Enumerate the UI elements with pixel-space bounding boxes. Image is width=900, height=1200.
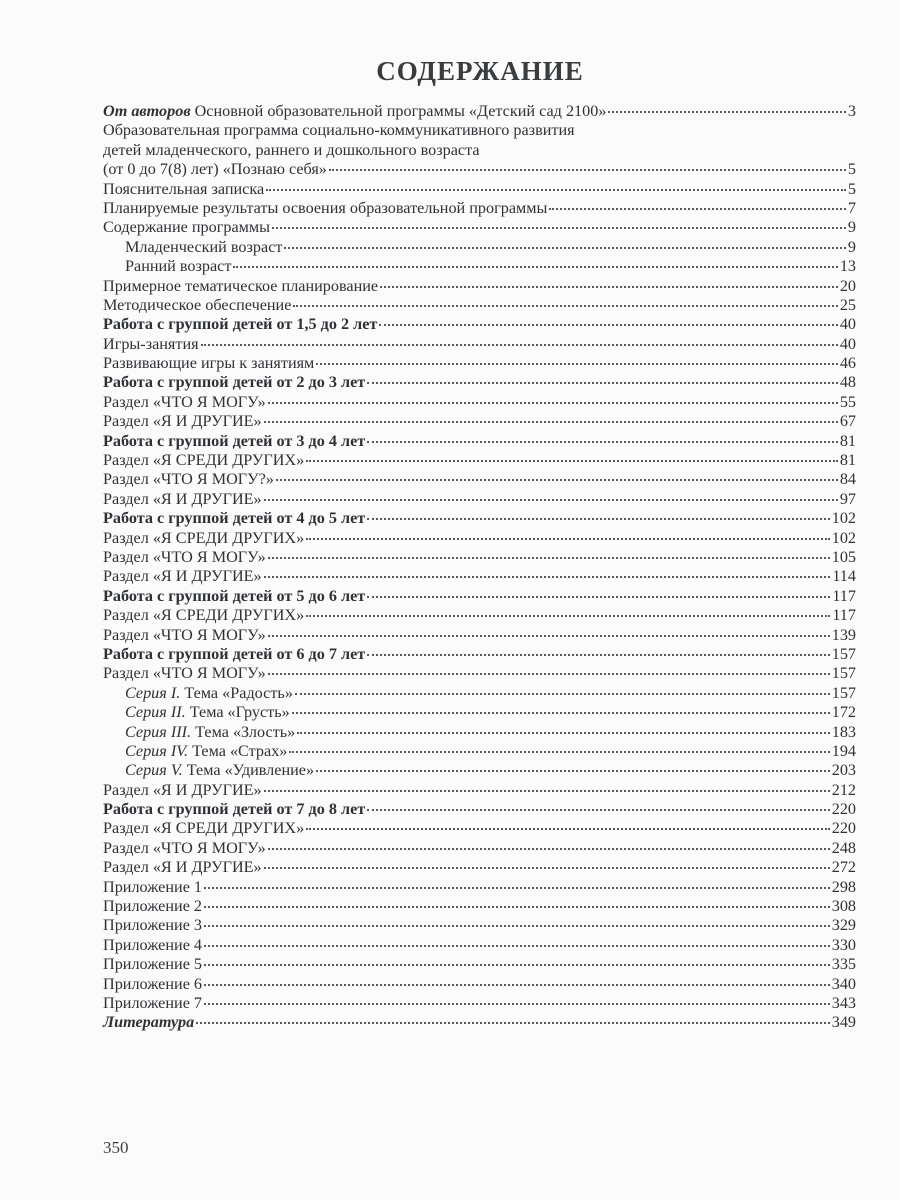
- toc-page-number: 272: [831, 858, 856, 877]
- toc-page-number: 13: [839, 257, 856, 276]
- toc-entry-text: Приложение 1: [103, 877, 203, 896]
- dot-leader: [268, 673, 830, 675]
- toc-page-number: 25: [839, 295, 856, 314]
- dot-leader: [306, 460, 838, 462]
- dot-leader: [306, 538, 830, 540]
- toc-page-number: 20: [839, 276, 856, 295]
- dot-leader: [204, 925, 830, 927]
- toc-page-number: 220: [831, 800, 856, 819]
- toc-page-number: 139: [831, 625, 856, 644]
- toc-entry: [103, 761, 856, 780]
- toc-entry-text: Методическое обеспечение: [103, 295, 292, 314]
- toc-entry: [103, 509, 856, 528]
- toc-entry-text: Приложение 7: [103, 993, 203, 1012]
- toc-entry: [103, 606, 856, 625]
- dot-leader: [268, 848, 830, 850]
- dot-leader: [380, 286, 838, 288]
- toc-page-number: 157: [831, 683, 856, 702]
- toc-page-number: 335: [831, 955, 856, 974]
- toc-page-number: 340: [831, 974, 856, 993]
- toc-page-number: 97: [839, 489, 856, 508]
- toc-entry-text: (от 0 до 7(8) лет) «Познаю себя»: [103, 160, 327, 179]
- toc-page-number: 212: [831, 780, 856, 799]
- dot-leader: [204, 945, 830, 947]
- dot-leader: [306, 828, 830, 830]
- toc-page-number: 7: [847, 198, 856, 217]
- toc-entry: [103, 664, 856, 683]
- toc-entry-text: Приложение 4: [103, 935, 203, 954]
- toc-entry-text: Серия III. Тема «Злость»: [125, 722, 296, 741]
- toc-page-number: 9: [847, 218, 856, 237]
- toc-entry-text: Раздел «Я И ДРУГИЕ»: [103, 858, 262, 877]
- toc-entry: [103, 587, 856, 606]
- toc-page-number: 102: [831, 509, 856, 528]
- toc-entry: [103, 723, 856, 742]
- toc-entry-text: Литература: [103, 1013, 195, 1032]
- dot-leader: [316, 770, 830, 772]
- dot-leader: [292, 712, 830, 714]
- toc-page-number: 9: [847, 237, 856, 256]
- toc-entry-text: Приложение 6: [103, 974, 203, 993]
- toc-page-number: 329: [831, 916, 856, 935]
- toc-entry-text: Раздел «ЧТО Я МОГУ»: [103, 625, 266, 644]
- toc-entry: [103, 451, 856, 470]
- dot-leader: [329, 169, 846, 171]
- toc-entry: [103, 238, 856, 257]
- toc-page-number: 157: [831, 644, 856, 663]
- toc-entry: [103, 626, 856, 645]
- toc-page-number: 343: [831, 993, 856, 1012]
- toc-entry-text: Планируемые результаты освоения образовательной программы: [103, 198, 548, 217]
- toc-page-number: 105: [831, 547, 856, 566]
- dot-leader: [276, 479, 838, 481]
- toc-entry-text: Раздел «ЧТО Я МОГУ»: [103, 664, 266, 683]
- toc-entry-text: Раздел «Я СРЕДИ ДРУГИХ»: [103, 819, 305, 838]
- toc-page-number: 5: [847, 160, 856, 179]
- toc-page-number: 84: [839, 470, 856, 489]
- toc-entry-text: Раздел «Я СРЕДИ ДРУГИХ»: [103, 451, 305, 470]
- toc-entry-text: Серия V. Тема «Удивление»: [125, 761, 315, 780]
- toc-entry-text: Раздел «Я СРЕДИ ДРУГИХ»: [103, 606, 305, 625]
- dot-leader: [268, 557, 830, 559]
- toc-entry-line: Образовательная программа социально-коммуникативного развития: [103, 121, 575, 140]
- dot-leader: [204, 984, 830, 986]
- dot-leader: [316, 363, 838, 365]
- toc-page-number: 40: [839, 315, 856, 334]
- toc-page-number: 194: [831, 741, 856, 760]
- toc-entry: [103, 975, 856, 994]
- toc-page-number: 298: [831, 877, 856, 896]
- toc-entry-text: Раздел «Я И ДРУГИЕ»: [103, 780, 262, 799]
- toc-entry-text: Приложение 5: [103, 955, 203, 974]
- dot-leader: [549, 208, 846, 210]
- dot-leader: [289, 751, 829, 753]
- toc-entry: [103, 121, 856, 179]
- toc-entry-text: Раздел «ЧТО Я МОГУ?»: [103, 470, 274, 489]
- toc-page-number: 48: [839, 373, 856, 392]
- toc-entry-text: Работа с группой детей от 7 до 8 лет: [103, 800, 366, 819]
- toc-page-number: 5: [847, 179, 856, 198]
- toc-entry-text: Раздел «Я СРЕДИ ДРУГИХ»: [103, 528, 305, 547]
- toc-page-number: 183: [831, 722, 856, 741]
- toc-entry: [103, 180, 856, 199]
- toc-entry: [103, 703, 856, 722]
- toc-page-number: 330: [831, 935, 856, 954]
- toc-entry: [103, 819, 856, 838]
- toc-entry-text: Раздел «ЧТО Я МОГУ»: [103, 838, 266, 857]
- dot-leader: [608, 111, 845, 113]
- toc-page-number: 172: [831, 703, 856, 722]
- toc-entry: [103, 955, 856, 974]
- dot-leader: [367, 441, 838, 443]
- toc-entry-text: Работа с группой детей от 4 до 5 лет: [103, 509, 366, 528]
- dot-leader: [204, 906, 830, 908]
- dot-leader: [295, 693, 830, 695]
- toc-entry: [103, 102, 856, 121]
- toc-entry-text: Работа с группой детей от 3 до 4 лет: [103, 431, 366, 450]
- toc-entry-text: Приложение 2: [103, 897, 203, 916]
- toc-page-number: 220: [831, 819, 856, 838]
- toc-page-number: 349: [831, 1013, 856, 1032]
- dot-leader: [201, 344, 838, 346]
- dot-leader: [264, 867, 830, 869]
- toc-entry-text: Ранний возраст: [125, 257, 232, 276]
- toc-entry: [103, 199, 856, 218]
- dot-leader: [204, 964, 830, 966]
- toc-entry: [103, 781, 856, 800]
- toc-entry-text: Работа с группой детей от 5 до 6 лет: [103, 586, 366, 605]
- toc-entry-text: Примерное тематическое планирование: [103, 276, 379, 295]
- toc-entry: [103, 858, 856, 877]
- toc-entry-text: Развивающие игры к занятиям: [103, 354, 315, 373]
- toc-page-number: 203: [831, 761, 856, 780]
- toc-page-number: 102: [831, 528, 856, 547]
- toc-entry: [103, 490, 856, 509]
- toc-entry: [103, 916, 856, 935]
- dot-leader: [268, 635, 830, 637]
- toc-entry-text: Приложение 3: [103, 916, 203, 935]
- toc-page-number: 157: [831, 664, 856, 683]
- toc-page-number: 3: [847, 102, 856, 120]
- toc-entry-text: Раздел «Я И ДРУГИЕ»: [103, 489, 262, 508]
- toc-entry-text: Раздел «Я И ДРУГИЕ»: [103, 412, 262, 431]
- toc-entry-text: Младенческий возраст: [125, 237, 283, 256]
- toc-entry-text: Игры-занятия: [103, 334, 199, 353]
- toc-entry: [103, 373, 856, 392]
- toc-entry: [103, 315, 856, 334]
- toc-page-number: 67: [839, 412, 856, 431]
- dot-leader: [284, 247, 845, 249]
- toc-entry-text: Пояснительная записка: [103, 179, 265, 198]
- dot-leader: [268, 402, 838, 404]
- toc-page-number: 117: [832, 606, 856, 625]
- toc-entry: [103, 335, 856, 354]
- toc-entry-line: [103, 160, 856, 179]
- dot-leader: [367, 596, 830, 598]
- toc-entry: [103, 432, 856, 451]
- toc-entry: [103, 354, 856, 373]
- dot-leader: [204, 1003, 830, 1005]
- dot-leader: [367, 809, 830, 811]
- toc-entry-text: Раздел «Я И ДРУГИЕ»: [103, 567, 262, 586]
- page-title: СОДЕРЖАНИЕ: [376, 56, 584, 86]
- toc-entry: [103, 529, 856, 548]
- dot-leader: [367, 654, 830, 656]
- toc-entry: [103, 878, 856, 897]
- toc-page-number: 114: [832, 567, 856, 586]
- toc-entry-text: Работа с группой детей от 2 до 3 лет: [103, 373, 366, 392]
- dot-leader: [233, 266, 837, 268]
- toc-entry-text: Содержание программы: [103, 218, 270, 237]
- toc-entry-text: Работа с группой детей от 6 до 7 лет: [103, 644, 366, 663]
- dot-leader: [306, 615, 830, 617]
- page-number: 350: [103, 1138, 129, 1157]
- toc-entry-text: Серия I. Тема «Радость»: [125, 683, 293, 702]
- toc-page-number: 117: [832, 586, 856, 605]
- toc-entry: [103, 257, 856, 276]
- toc-page-number: 308: [831, 897, 856, 916]
- toc-page-number: 81: [839, 451, 856, 470]
- toc-entry: [103, 936, 856, 955]
- toc-entry-text: Раздел «ЧТО Я МОГУ»: [103, 392, 266, 411]
- toc-entry: [103, 277, 856, 296]
- toc-entry-text: Серия II. Тема «Грусть»: [125, 703, 290, 722]
- toc-entry: [103, 742, 856, 761]
- toc-entry: [103, 567, 856, 586]
- dot-leader: [272, 227, 846, 229]
- dot-leader: [379, 324, 837, 326]
- dot-leader: [266, 189, 846, 191]
- dot-leader: [264, 576, 831, 578]
- toc-entry: [103, 470, 856, 489]
- dot-leader: [297, 732, 829, 734]
- toc-entry: [103, 1013, 856, 1032]
- toc-page-number: 248: [831, 838, 856, 857]
- toc-entry: [103, 897, 856, 916]
- toc-entry-line: детей младенческого, раннего и дошкольного возраста: [103, 140, 480, 159]
- toc-entry: [103, 800, 856, 819]
- toc-entry-text: От авторов Основной образовательной программы «Детский сад 2100»: [103, 102, 607, 120]
- toc-page-number: 46: [839, 354, 856, 373]
- dot-leader: [293, 305, 837, 307]
- dot-leader: [264, 790, 830, 792]
- table-of-contents: [103, 102, 856, 1033]
- toc-entry: [103, 218, 856, 237]
- toc-entry: [103, 393, 856, 412]
- toc-entry-text: Серия IV. Тема «Страх»: [125, 741, 288, 760]
- toc-entry: [103, 548, 856, 567]
- toc-page-number: 55: [839, 392, 856, 411]
- dot-leader: [367, 382, 838, 384]
- toc-entry: [103, 412, 856, 431]
- dot-leader: [204, 887, 830, 889]
- toc-entry-text: Работа с группой детей от 1,5 до 2 лет: [103, 315, 378, 334]
- toc-entry: [103, 994, 856, 1013]
- dot-leader: [367, 518, 830, 520]
- dot-leader: [264, 499, 838, 501]
- toc-entry: [103, 839, 856, 858]
- toc-entry: [103, 296, 856, 315]
- toc-entry: [103, 684, 856, 703]
- dot-leader: [196, 1022, 830, 1024]
- toc-page-number: 40: [839, 334, 856, 353]
- dot-leader: [264, 421, 838, 423]
- toc-entry: [103, 645, 856, 664]
- toc-entry-text: Раздел «ЧТО Я МОГУ»: [103, 547, 266, 566]
- toc-page-number: 81: [839, 431, 856, 450]
